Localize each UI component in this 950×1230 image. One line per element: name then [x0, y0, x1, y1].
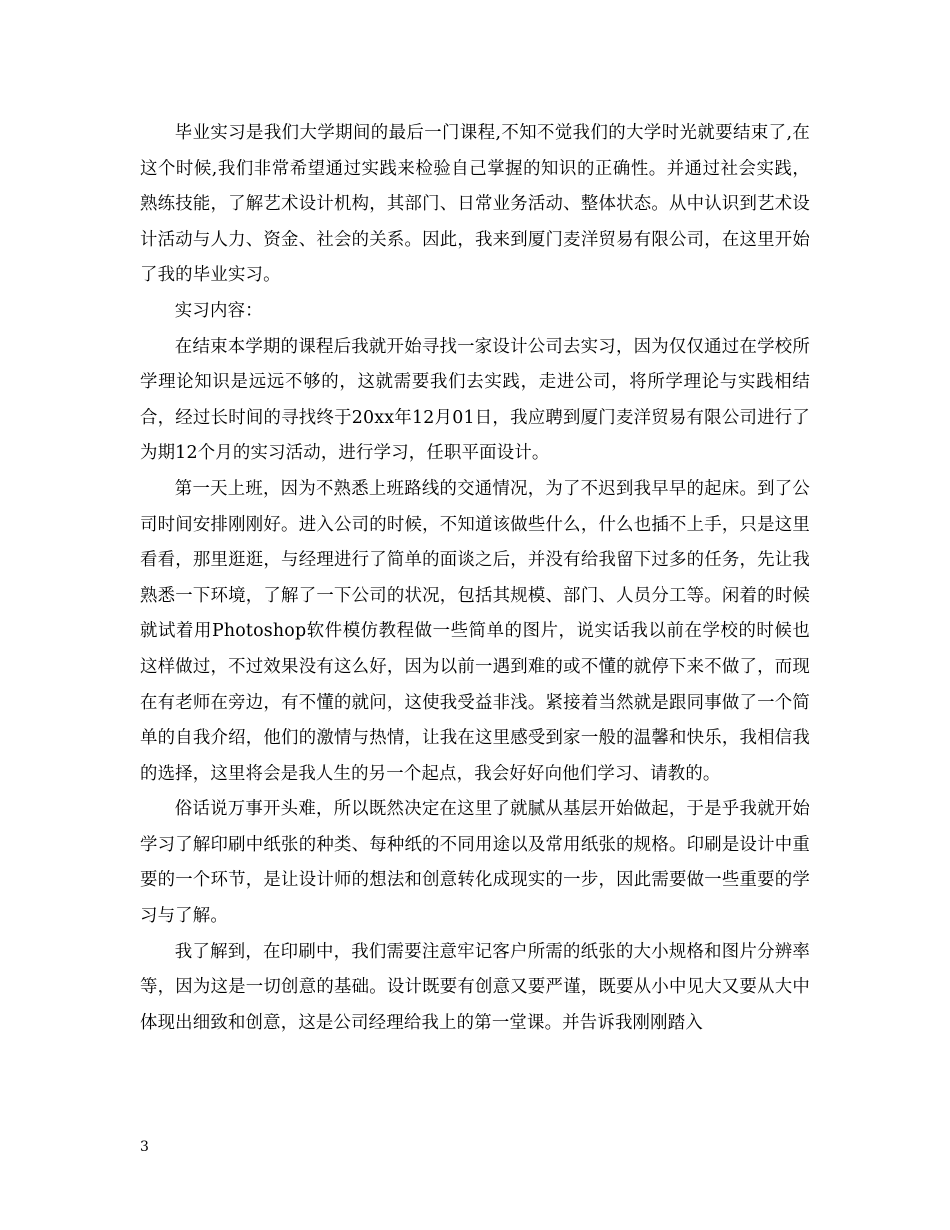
paragraph-intro: 毕业实习是我们大学期间的最后一门课程,不知不觉我们的大学时光就要结束了,在这个时候,我们非常希望通过实践来检验自己掌握的知识的正确性。并通过社会实践，熟练技能，了解艺术设计机构，其部门、日常业务活动、整体状态。从中认识到艺术设计活动与人力、资金、社会的关系。因此，我来到厦门麦洋贸易有限公司，在这里开始了我的毕业实习。: [140, 123, 810, 286]
paragraph-heading-internship-content: 实习内容：: [174, 300, 263, 321]
paragraph-printing-paper: 俗话说万事开头难，所以既然决定在这里了就腻从基层开始做起，于是乎我就开始学习了解印刷中纸张的种类、每种纸的不同用途以及常用纸张的规格。印刷是设计中重要的一个环节，是让设计师的想法和创意转化成现实的一步，因此需要做一些重要的学习与了解。: [140, 799, 810, 927]
paragraph-job-search: 在结束本学期的课程后我就开始寻找一家设计公司去实习，因为仅仅通过在学校所学理论知识是远远不够的，这就需要我们去实践，走进公司，将所学理论与实践相结合，经过长时间的寻找终于20xx年12月01日，我应聘到厦门麦洋贸易有限公司进行了为期12个月的实习活动，进行学习，任职平面设计。: [140, 336, 810, 464]
paragraph-printing-lessons: 我了解到，在印刷中，我们需要注意牢记客户所需的纸张的大小规格和图片分辨率等，因为这是一切创意的基础。设计既要有创意又要严谨，既要从小中见大又要从大中体现出细致和创意，这是公司经理给我上的第一堂课。并告诉我刚刚踏入: [140, 941, 810, 1033]
page-number: 3: [140, 1139, 149, 1155]
paragraph-first-day: 第一天上班，因为不熟悉上班路线的交通情况，为了不迟到我早早的起床。到了公司时间安排刚刚好。进入公司的时候，不知道该做些什么，什么也插不上手，只是这里看看，那里逛逛，与经理进行了简单的面谈之后，并没有给我留下过多的任务，先让我熟悉一下环境，了解了一下公司的状况，包括其规模、部门、人员分工等。闲着的时候就试着用Photoshop软件模仿教程做一些简单的图片，说实话我以前在学校的时候也这样做过，不过效果没有这么好，因为以前一遇到难的或不懂的就停下来不做了，而现在有老师在旁边，有不懂的就问，这使我受益非浅。紧接着当然就是跟同事做了一个简单的自我介绍，他们的激情与热情，让我在这里感受到家一般的温馨和快乐，我相信我的选择，这里将会是我人生的另一个起点，我会好好向他们学习、请教的。: [140, 478, 810, 784]
body-text: [140, 116, 810, 1041]
